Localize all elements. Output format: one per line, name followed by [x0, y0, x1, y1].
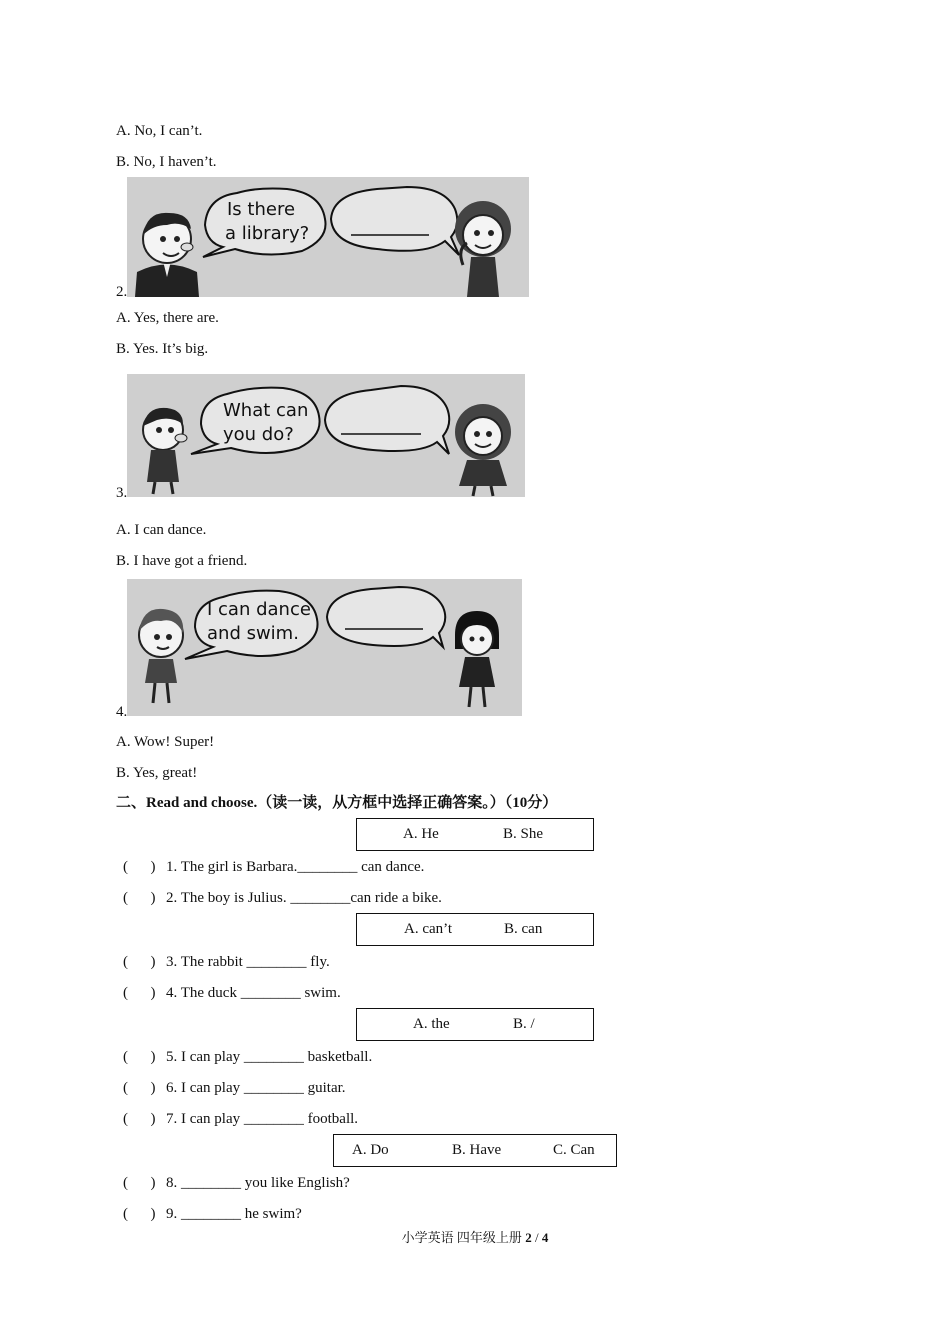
- question-7: 7. I can play ________ football.: [166, 1111, 359, 1127]
- box3-option-a: A. the: [413, 1016, 450, 1032]
- q2-bubble-left-line2: a library?: [225, 223, 310, 244]
- q3-option-a: A. I can dance.: [116, 522, 207, 538]
- question-8: 8. ________ you like English?: [166, 1175, 350, 1191]
- question-6: 6. I can play ________ guitar.: [166, 1080, 346, 1096]
- box1-option-a: A. He: [403, 826, 439, 842]
- box2-option-b: B. can: [504, 921, 543, 937]
- box4-option-a: A. Do: [352, 1142, 389, 1158]
- page-footer: [0, 1227, 950, 1246]
- question-2: 2. The boy is Julius. ________can ride a bike.: [166, 890, 442, 906]
- box2-option-a: A. can’t: [404, 921, 453, 937]
- answer-paren-2[interactable]: ( ): [123, 890, 156, 906]
- q2-option-a: A. Yes, there are.: [116, 310, 219, 326]
- footer-page-total: 4: [541, 1230, 549, 1245]
- answer-paren-5[interactable]: ( ): [123, 1049, 156, 1065]
- question-5: 5. I can play ________ basketball.: [166, 1049, 373, 1065]
- answer-paren-3[interactable]: ( ): [123, 954, 156, 970]
- q2-option-b: B. Yes. It’s big.: [116, 341, 209, 357]
- footer-text: 小学英语 四年级上册: [401, 1230, 526, 1245]
- boy-figure-icon: [143, 408, 187, 494]
- question-9: 9. ________ he swim?: [166, 1206, 302, 1222]
- choice-box-2: [356, 913, 594, 946]
- answer-paren-1[interactable]: ( ): [123, 859, 156, 875]
- q2-bubble-left-line1: Is there: [227, 199, 296, 220]
- q1-option-b: B. No, I haven’t.: [116, 154, 217, 170]
- q2-number: 2.: [116, 284, 128, 300]
- choice-box-4: [333, 1134, 617, 1167]
- q3-picture: [127, 374, 525, 497]
- answer-paren-9[interactable]: ( ): [123, 1206, 156, 1222]
- girl-figure-icon: [455, 201, 511, 297]
- q4-bubble-left-line1: I can dance: [207, 599, 311, 620]
- choice-box-3: [356, 1008, 594, 1041]
- q4-number: 4.: [116, 704, 128, 720]
- box3-option-b: B. /: [513, 1016, 535, 1032]
- question-1: 1. The girl is Barbara.________ can dance.: [166, 859, 425, 875]
- section2-prefix: 二、: [116, 795, 147, 811]
- question-4: 4. The duck ________ swim.: [166, 985, 341, 1001]
- answer-paren-8[interactable]: ( ): [123, 1175, 156, 1191]
- answer-paren-6[interactable]: ( ): [123, 1080, 156, 1096]
- q3-number: 3.: [116, 485, 128, 501]
- q2-picture: [127, 177, 529, 297]
- choice-box-1: [356, 818, 594, 851]
- footer-page-number: 2: [525, 1230, 532, 1245]
- question-3: 3. The rabbit ________ fly.: [166, 954, 330, 970]
- section2-title-cn: （读一读，从方框中选择正确答案。）（10分）: [257, 795, 558, 811]
- box4-option-c: C. Can: [553, 1142, 595, 1158]
- boy-figure-icon: [135, 213, 199, 297]
- section2-title-en: Read and choose.: [146, 795, 258, 811]
- q3-bubble-left-line1: What can: [223, 400, 309, 421]
- answer-paren-7[interactable]: ( ): [123, 1111, 156, 1127]
- section2-title: [116, 794, 557, 812]
- q4-picture: [127, 579, 522, 716]
- q4-option-a: A. Wow! Super!: [116, 734, 215, 750]
- q4-option-b: B. Yes, great!: [116, 765, 198, 781]
- q3-option-b: B. I have got a friend.: [116, 553, 248, 569]
- q3-bubble-left-line2: you do?: [223, 424, 294, 445]
- box4-option-b: B. Have: [452, 1142, 502, 1158]
- girl-figure-icon: [139, 609, 183, 703]
- footer-separator: /: [531, 1230, 542, 1245]
- box1-option-b: B. She: [503, 826, 544, 842]
- q1-option-a: A. No, I can’t.: [116, 123, 203, 139]
- q4-bubble-left-line2: and swim.: [207, 623, 299, 644]
- answer-paren-4[interactable]: ( ): [123, 985, 156, 1001]
- girl-figure-icon: [455, 404, 511, 496]
- girl-figure-icon: [455, 611, 499, 707]
